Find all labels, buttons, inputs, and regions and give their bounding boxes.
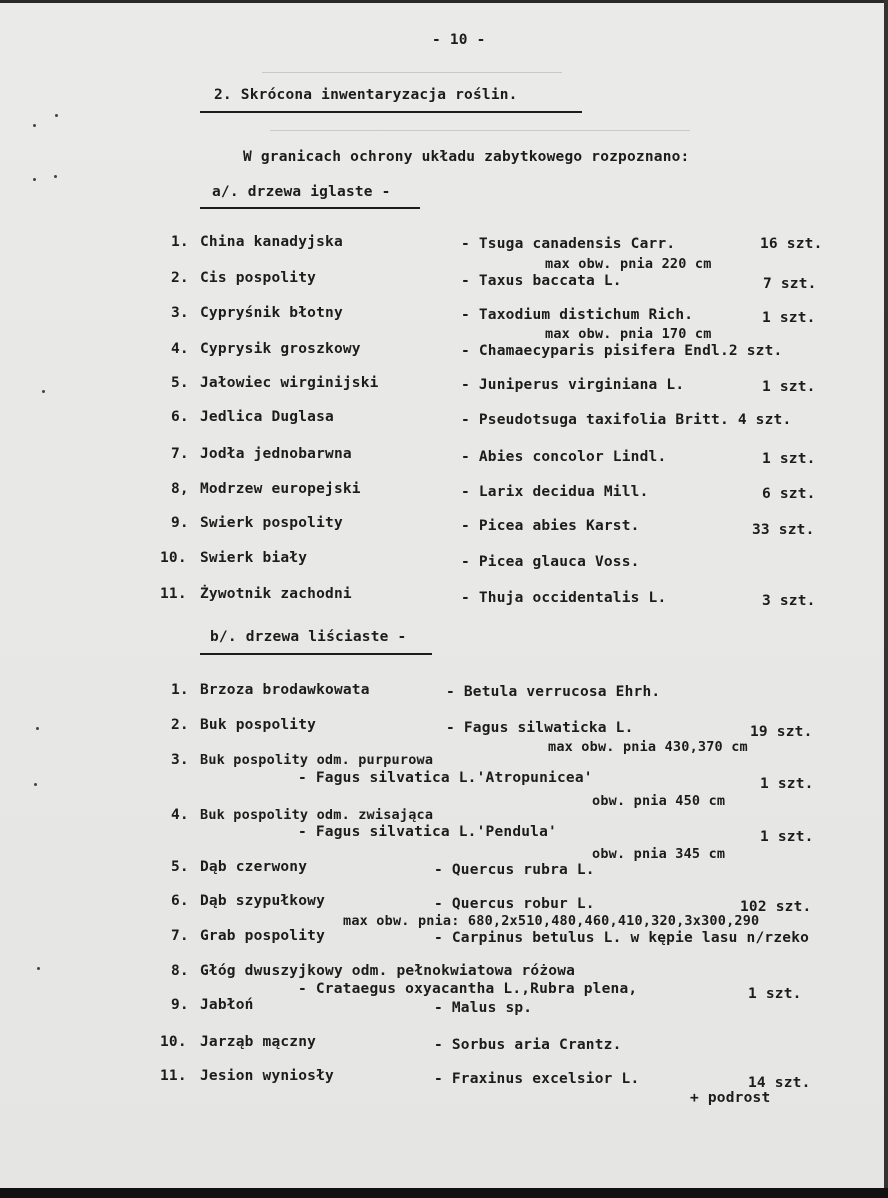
list-item-number: 5. bbox=[171, 375, 189, 391]
list-item-latin-name: - Sorbus aria Crantz. bbox=[434, 1037, 622, 1053]
scan-speck bbox=[33, 124, 36, 127]
list-item-count: 1 szt. bbox=[748, 986, 802, 1002]
list-item-number: 6. bbox=[171, 409, 189, 425]
list-item-number: 3. bbox=[171, 305, 189, 321]
list-item-number: 7. bbox=[171, 446, 189, 462]
list-item-polish-name: Jesion wyniosły bbox=[200, 1068, 334, 1084]
list-item-note: max obw. pnia 430,370 cm bbox=[548, 739, 748, 755]
scan-border-bottom bbox=[0, 1188, 888, 1198]
list-item-count: 1 szt. bbox=[762, 379, 816, 395]
conifers-heading: a/. drzewa iglaste - bbox=[212, 184, 391, 200]
intro-text: W granicach ochrony układu zabytkowego rozpoznano: bbox=[243, 149, 690, 165]
list-item-polish-name: Buk pospolity odm. zwisająca bbox=[200, 807, 434, 823]
list-item-polish-name: Modrzew europejski bbox=[200, 481, 361, 497]
list-item-polish-name: Buk pospolity bbox=[200, 717, 317, 733]
list-item-latin-name: - Taxodium distichum Rich. bbox=[461, 307, 694, 323]
list-item-number: 3. bbox=[171, 752, 189, 768]
list-item-number: 9. bbox=[171, 515, 189, 531]
list-item-polish-name: Jałowiec wirginijski bbox=[200, 375, 379, 391]
list-item-count: 33 szt. bbox=[752, 522, 815, 538]
scan-speck bbox=[37, 967, 40, 970]
list-item-count: 14 szt. bbox=[748, 1075, 811, 1091]
scan-speck bbox=[42, 390, 45, 393]
list-item-note: max obw. pnia 170 cm bbox=[545, 326, 712, 342]
list-item-count: 16 szt. bbox=[760, 236, 823, 252]
list-item-count: 1 szt. bbox=[760, 829, 814, 845]
list-item-polish-name: Cis pospolity bbox=[200, 270, 317, 286]
section-title-underline bbox=[200, 111, 582, 113]
list-item-polish-name: Jabłoń bbox=[200, 997, 254, 1013]
list-item-number: 10. bbox=[160, 1034, 187, 1050]
list-item-latin-name: - Quercus robur L. bbox=[434, 896, 595, 912]
list-item-count: 6 szt. bbox=[762, 486, 816, 502]
list-item-latin-name: - Fagus silvatica L.'Pendula' bbox=[298, 824, 557, 840]
list-item-latin-name: - Taxus baccata L. bbox=[461, 273, 622, 289]
list-item-polish-name: Cyprysik groszkowy bbox=[200, 341, 361, 357]
section-title: 2. Skrócona inwentaryzacja roślin. bbox=[214, 87, 518, 103]
list-item-latin-name: - Fraxinus excelsior L. bbox=[434, 1071, 640, 1087]
list-item-polish-name: Swierk pospolity bbox=[200, 515, 343, 531]
list-item-number: 1. bbox=[171, 234, 189, 250]
list-item-latin-name: - Abies concolor Lindl. bbox=[461, 449, 667, 465]
conifers-heading-underline bbox=[200, 207, 420, 209]
list-item-polish-name: Jedlica Duglasa bbox=[200, 409, 334, 425]
list-item-latin-name: - Picea glauca Voss. bbox=[461, 554, 640, 570]
list-item-note: obw. pnia 450 cm bbox=[592, 793, 726, 809]
list-item-count: 3 szt. bbox=[762, 593, 816, 609]
list-item-number: 11. bbox=[160, 586, 187, 602]
list-item-number: 5. bbox=[171, 859, 189, 875]
list-item-note: max obw. pnia 220 cm bbox=[545, 256, 712, 272]
list-item-latin-name: - Quercus rubra L. bbox=[434, 862, 595, 878]
deciduous-heading: b/. drzewa liściaste - bbox=[210, 629, 407, 645]
list-item-polish-name: Jodła jednobarwna bbox=[200, 446, 352, 462]
list-item-number: 9. bbox=[171, 997, 189, 1013]
scan-speck bbox=[33, 178, 36, 181]
list-item-count: 1 szt. bbox=[762, 451, 816, 467]
scan-border-right bbox=[884, 0, 888, 1198]
list-item-polish-name: Dąb szypułkowy bbox=[200, 893, 326, 909]
list-item-number: 6. bbox=[171, 893, 189, 909]
scan-speck bbox=[55, 114, 58, 117]
list-item-note: obw. pnia 345 cm bbox=[592, 846, 726, 862]
list-item-number: 8, bbox=[171, 481, 189, 497]
list-item-number: 2. bbox=[171, 717, 189, 733]
list-item-note: max obw. pnia: 680,2x510,480,460,410,320,3x300,290 bbox=[343, 913, 760, 929]
list-item-number: 7. bbox=[171, 928, 189, 944]
list-item-note: + podrost bbox=[690, 1090, 771, 1106]
list-item-latin-name: - Crataegus oxyacantha L.,Rubra plena, bbox=[298, 981, 638, 997]
list-item-count: 19 szt. bbox=[750, 724, 813, 740]
list-item-polish-name: Jarząb mączny bbox=[200, 1034, 317, 1050]
list-item-number: 2. bbox=[171, 270, 189, 286]
list-item-number: 10. bbox=[160, 550, 187, 566]
list-item-polish-name: Głóg dwuszyjkowy odm. pełnokwiatowa różowa bbox=[200, 963, 576, 979]
list-item-count: 1 szt. bbox=[762, 310, 816, 326]
list-item-count: 1 szt. bbox=[760, 776, 814, 792]
list-item-latin-name: - Juniperus virginiana L. bbox=[461, 377, 685, 393]
scan-speck bbox=[54, 175, 57, 178]
list-item-latin-name: - Malus sp. bbox=[434, 1000, 533, 1016]
list-item-polish-name: Dąb czerwony bbox=[200, 859, 308, 875]
list-item-polish-name: Cypryśnik błotny bbox=[200, 305, 343, 321]
list-item-latin-name: - Fagus silvatica L.'Atropunicea' bbox=[298, 770, 593, 786]
list-item-latin-name: - Thuja occidentalis L. bbox=[461, 590, 667, 606]
list-item-count: 102 szt. bbox=[740, 899, 812, 915]
list-item-latin-name: - Larix decidua Mill. bbox=[461, 484, 649, 500]
list-item-latin-name: - Picea abies Karst. bbox=[461, 518, 640, 534]
list-item-count: 7 szt. bbox=[763, 276, 817, 292]
list-item-polish-name: China kanadyjska bbox=[200, 234, 343, 250]
list-item-latin-name: - Chamaecyparis pisifera Endl.2 szt. bbox=[461, 343, 783, 359]
page-number: - 10 - bbox=[432, 32, 486, 48]
scan-border-top bbox=[0, 0, 888, 3]
list-item-number: 1. bbox=[171, 682, 189, 698]
list-item-latin-name: - Carpinus betulus L. w kępie lasu n/rzeko bbox=[434, 930, 810, 946]
list-item-polish-name: Swierk biały bbox=[200, 550, 308, 566]
bleed-through-line bbox=[270, 130, 690, 131]
list-item-number: 11. bbox=[160, 1068, 187, 1084]
list-item-latin-name: - Pseudotsuga taxifolia Britt. 4 szt. bbox=[461, 412, 792, 428]
scan-speck bbox=[36, 727, 39, 730]
scan-speck bbox=[34, 783, 37, 786]
list-item-polish-name: Buk pospolity odm. purpurowa bbox=[200, 752, 434, 768]
list-item-latin-name: - Fagus silwaticka L. bbox=[446, 720, 634, 736]
list-item-latin-name: - Tsuga canadensis Carr. bbox=[461, 236, 676, 252]
deciduous-heading-underline bbox=[200, 653, 432, 655]
list-item-number: 4. bbox=[171, 341, 189, 357]
list-item-polish-name: Grab pospolity bbox=[200, 928, 326, 944]
bleed-through-line bbox=[262, 72, 562, 73]
list-item-polish-name: Brzoza brodawkowata bbox=[200, 682, 370, 698]
list-item-number: 8. bbox=[171, 963, 189, 979]
list-item-latin-name: - Betula verrucosa Ehrh. bbox=[446, 684, 661, 700]
list-item-number: 4. bbox=[171, 807, 189, 823]
list-item-polish-name: Żywotnik zachodni bbox=[200, 586, 352, 602]
